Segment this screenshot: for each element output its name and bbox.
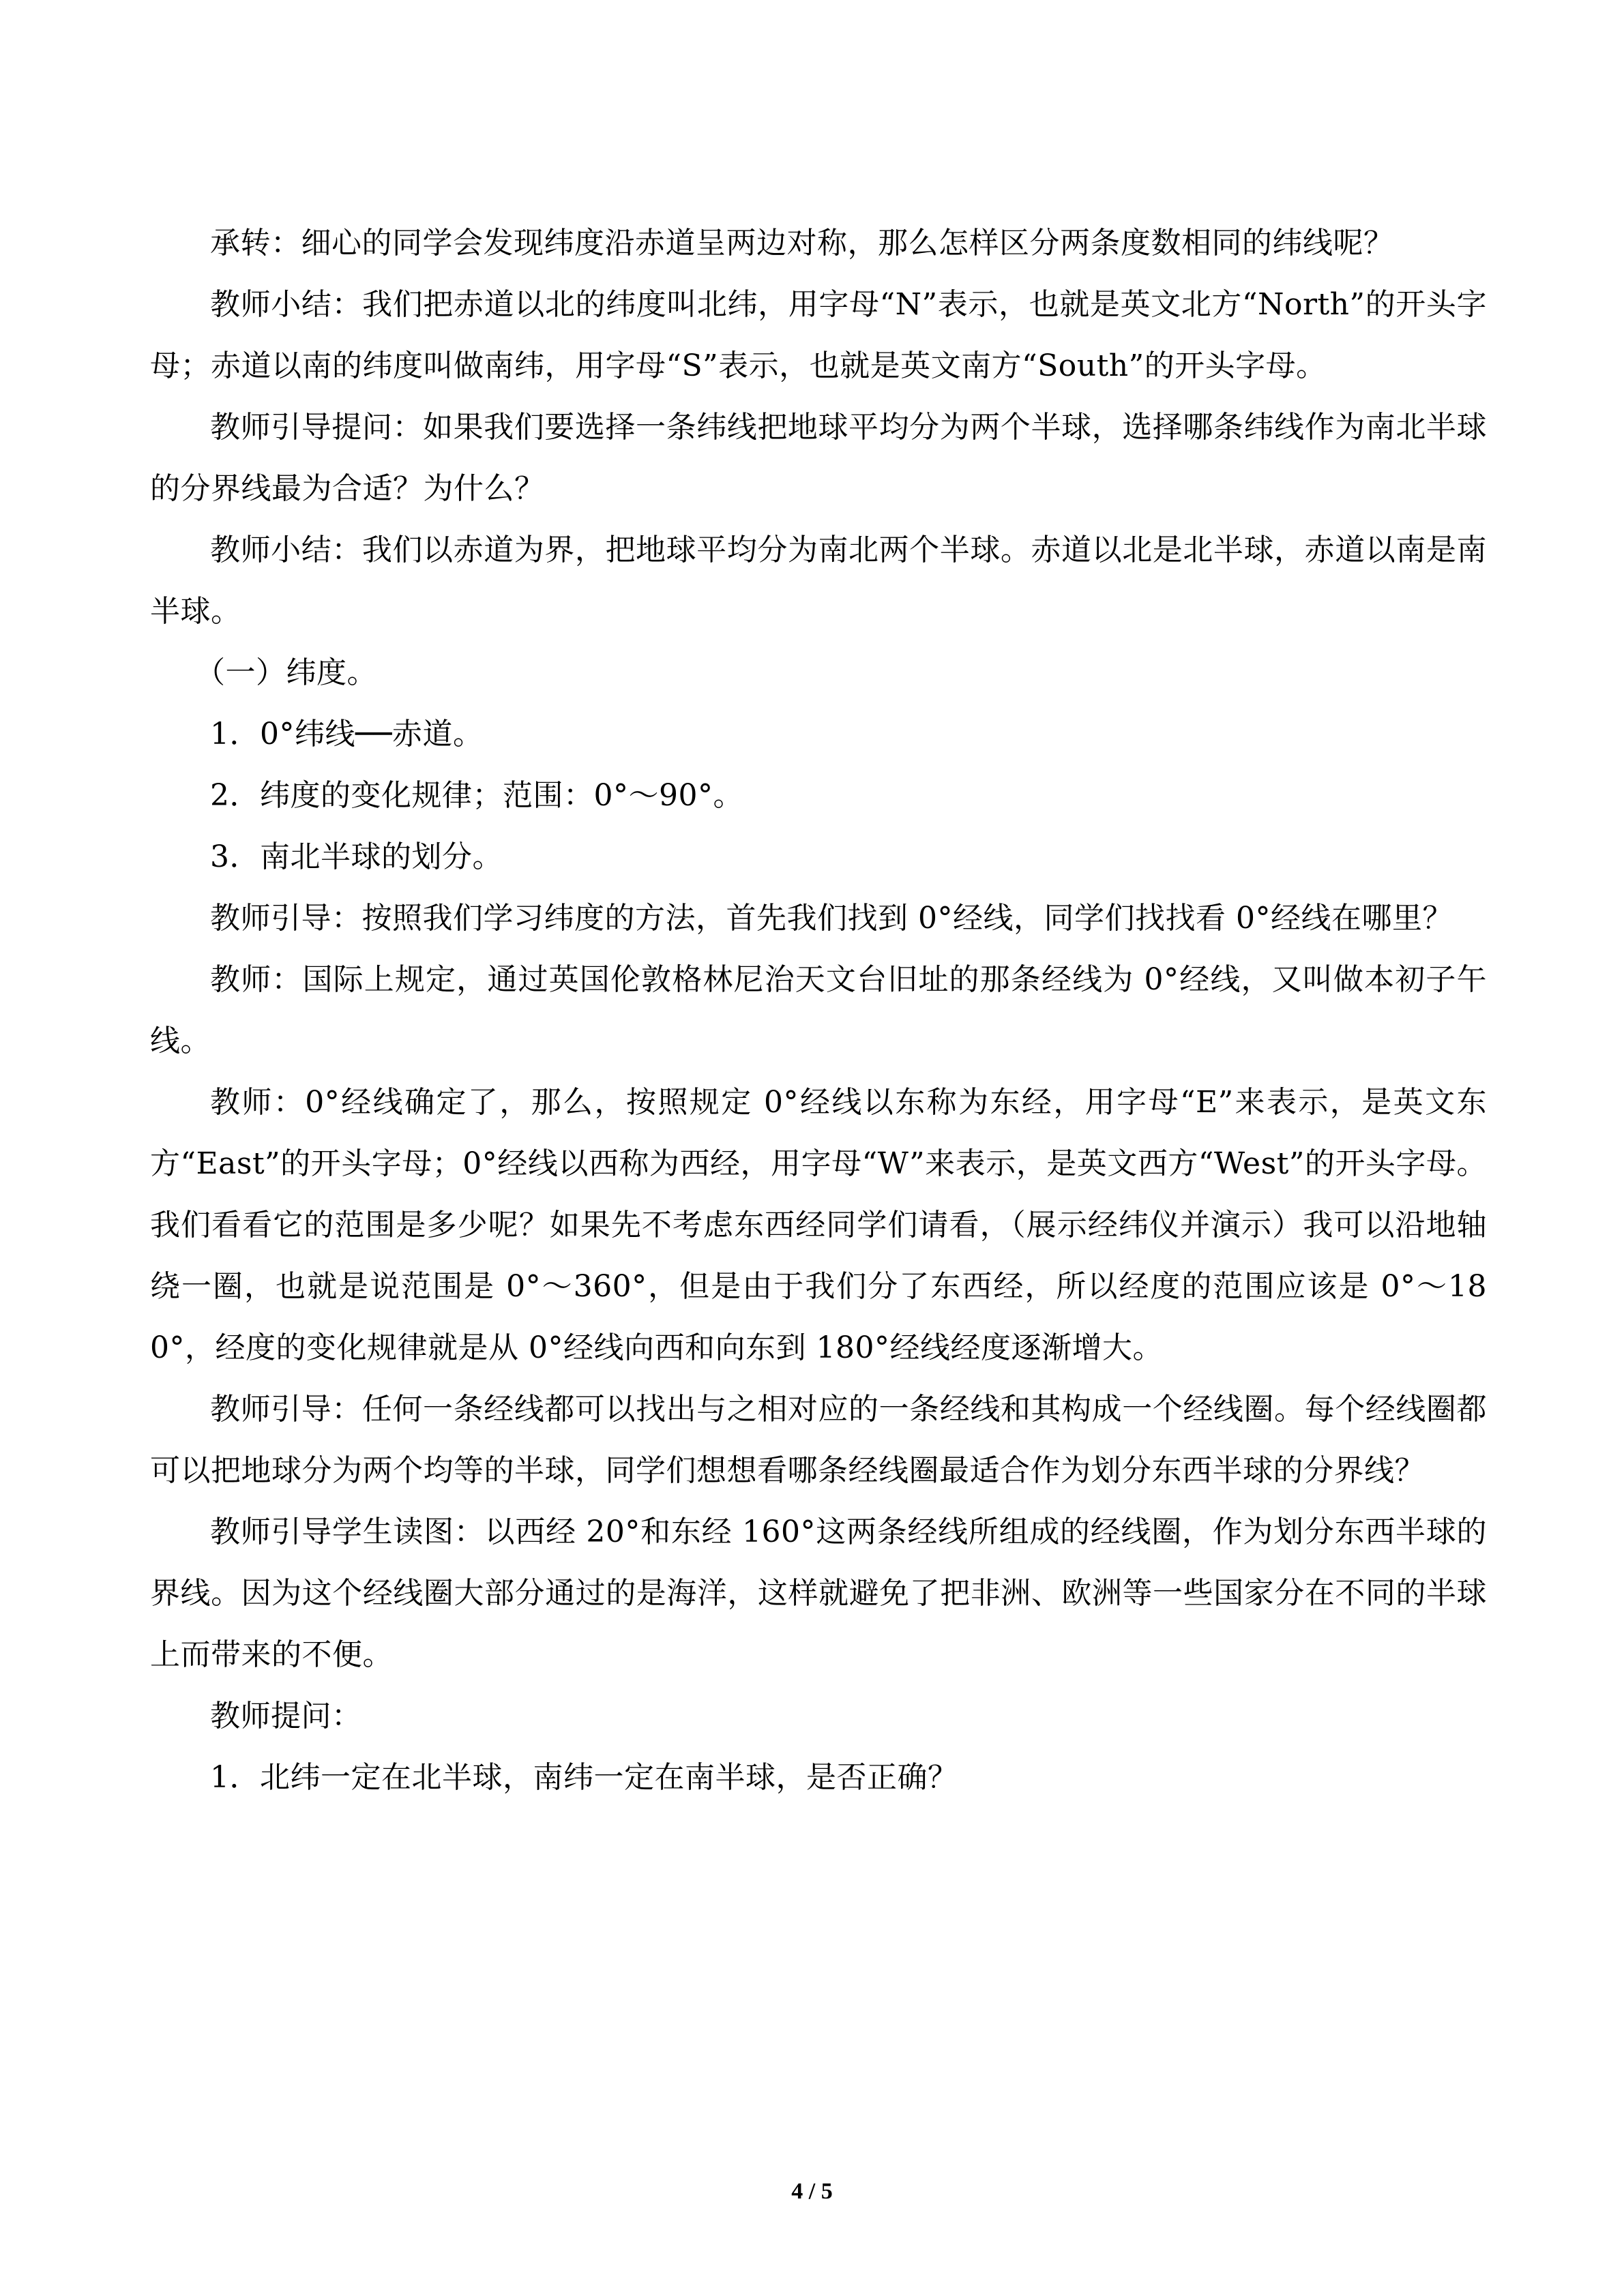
paragraph-meridian-circle: 教师引导：任何一条经线都可以找出与之相对应的一条经线和其构成一个经线圈。每个经线圈都可以把地球分为两个均等的半球，同学们想想看哪条经线圈最适合作为划分东西半球的分界线？ xyxy=(150,1392,1487,1488)
document-body xyxy=(150,213,1487,1808)
paragraph-east-west-longitude: 教师：0°经线确定了，那么，按照规定 0°经线以东称为东经，用字母“E”来表示，是英文东方“East”的开头字母；0°经线以西称为西经，用字母“W”来表示，是英文西方“West”的开头字母。我们看看它的范围是多少呢？如果先不考虑东西经同学们请看，（展示经纬仪并演示）我可以沿地轴绕一圈，也就是说范围是 0°～360°，但是由于我们分了东西经，所以经度的范围应该是 0°～180°，经度的变化规律就是从 0°经线向西和向东到 180°经线经度逐渐增大。 xyxy=(150,1085,1487,1365)
list-item-3: 3．南北半球的划分。 xyxy=(210,839,503,874)
paragraph-read-map: 教师引导学生读图：以西经 20°和东经 160°这两条经线所组成的经线圈，作为划分东西半球的界线。因为这个经线圈大部分通过的是海洋，这样就避免了把非洲、欧洲等一些国家分在不同的半球上而带来的不便。 xyxy=(150,1515,1487,1672)
paragraph-summary-hemisphere: 教师小结：我们以赤道为界，把地球平均分为南北两个半球。赤道以北是北半球，赤道以南是南半球。 xyxy=(150,533,1487,629)
paragraph-question-hemisphere: 教师引导提问：如果我们要选择一条纬线把地球平均分为两个半球，选择哪条纬线作为南北半球的分界线最为合适？为什么？ xyxy=(150,410,1487,506)
paragraph-guide-longitude: 教师引导：按照我们学习纬度的方法，首先我们找到 0°经线，同学们找找看 0°经线在哪里？ xyxy=(210,901,1453,936)
paragraph-prime-meridian: 教师：国际上规定，通过英国伦敦格林尼治天文台旧址的那条经线为 0°经线，又叫做本初子午线。 xyxy=(150,962,1487,1058)
list-item-1: 1．0°纬线──赤道。 xyxy=(210,717,484,751)
paragraph-summary-latitude-ns: 教师小结：我们把赤道以北的纬度叫北纬，用字母“N”表示，也就是英文北方“North”的开头字母；赤道以南的纬度叫做南纬，用字母“S”表示，也就是英文南方“South”的开头字母。 xyxy=(150,287,1487,383)
section-heading-latitude: （一）纬度。 xyxy=(195,655,377,690)
page-number: 4 / 5 xyxy=(791,2179,833,2204)
list-item-2: 2．纬度的变化规律；范围：0°～90°。 xyxy=(210,778,743,813)
paragraph-teacher-question: 教师提问： xyxy=(210,1699,362,1733)
paragraph-transition: 承转：细心的同学会发现纬度沿赤道呈两边对称，那么怎样区分两条度数相同的纬线呢？ xyxy=(210,226,1394,260)
question-item-1: 1．北纬一定在北半球，南纬一定在南半球，是否正确？ xyxy=(210,1760,958,1795)
